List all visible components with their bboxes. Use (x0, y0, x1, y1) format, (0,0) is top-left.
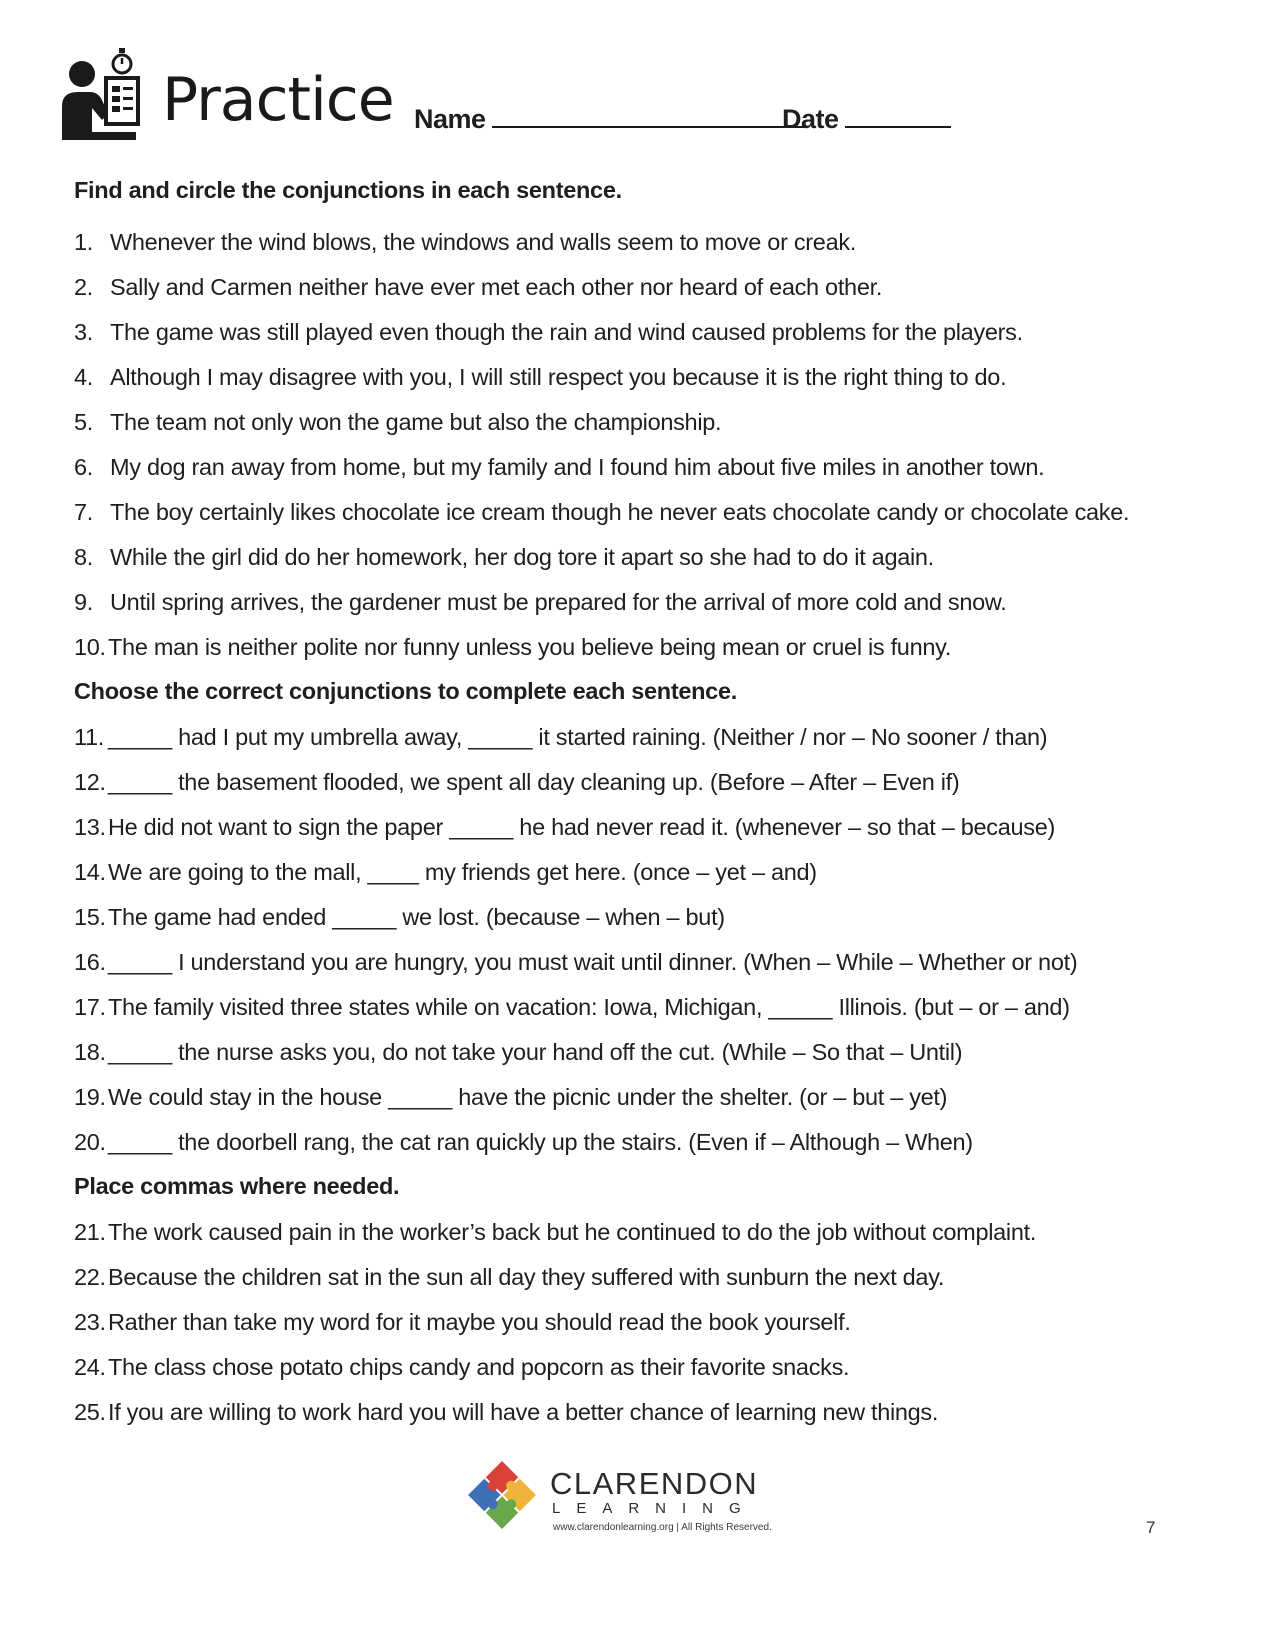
date-field[interactable] (782, 102, 951, 135)
question-text: _____ the doorbell rang, the cat ran quickly up the stairs. (Even if – Although – When) (108, 1129, 973, 1155)
page-title: Practice (162, 65, 394, 135)
question-number: 15. (74, 904, 106, 930)
name-label: Name (414, 104, 486, 134)
question-item (74, 759, 1214, 804)
question-text: Although I may disagree with you, I will still respect you because it is the right thing to do. (110, 364, 1007, 390)
question-number: 14. (74, 859, 106, 885)
question-text: We are going to the mall, ____ my friends get here. (once – yet – and) (108, 859, 817, 885)
question-number: 9. (74, 589, 93, 615)
brand-url: www.clarendonlearning.org | All Rights Reserved. (553, 1522, 772, 1533)
section-heading: Choose the correct conjunctions to complete each sentence. (74, 678, 737, 704)
question-number: 10. (74, 634, 106, 660)
question-item (74, 354, 1214, 399)
worksheet-content (74, 170, 1214, 1434)
question-text: _____ had I put my umbrella away, _____ it started raining. (Neither / nor – No sooner / than) (108, 724, 1048, 750)
question-text: The game was still played even though the rain and wind caused problems for the players. (110, 319, 1023, 345)
question-text: Whenever the wind blows, the windows and walls seem to move or creak. (110, 229, 857, 255)
question-text: He did not want to sign the paper _____ he had never read it. (whenever – so that – because) (108, 814, 1055, 840)
question-text: Until spring arrives, the gardener must be prepared for the arrival of more cold and snow. (110, 589, 1007, 615)
question-item (74, 579, 1214, 624)
question-text: _____ I understand you are hungry, you must wait until dinner. (When – While – Whether or not) (108, 949, 1078, 975)
question-number: 1. (74, 229, 93, 255)
question-number: 20. (74, 1129, 106, 1155)
question-number: 5. (74, 409, 93, 435)
question-text: The boy certainly likes chocolate ice cream though he never eats chocolate candy or chocolate cake. (110, 499, 1130, 525)
question-item (74, 1029, 1214, 1074)
question-number: 2. (74, 274, 93, 300)
question-number: 21. (74, 1219, 106, 1245)
question-number: 12. (74, 769, 106, 795)
question-text: While the girl did do her homework, her dog tore it apart so she had to do it again. (110, 544, 934, 570)
question-item (74, 489, 1214, 534)
question-text: The game had ended _____ we lost. (because – when – but) (108, 904, 725, 930)
question-item (74, 894, 1214, 939)
name-blank-line[interactable] (492, 102, 804, 128)
question-text: The team not only won the game but also the championship. (110, 409, 722, 435)
question-item (74, 534, 1214, 579)
question-item (74, 444, 1214, 489)
question-item (74, 1074, 1214, 1119)
question-text: Sally and Carmen neither have ever met each other nor heard of each other. (110, 274, 883, 300)
question-number: 19. (74, 1084, 106, 1110)
question-text: The class chose potato chips candy and popcorn as their favorite snacks. (108, 1354, 850, 1380)
question-number: 6. (74, 454, 93, 480)
question-item (74, 1119, 1214, 1164)
question-item (74, 984, 1214, 1029)
question-text: The family visited three states while on vacation: Iowa, Michigan, _____ Illinois. (but – or – and) (108, 994, 1070, 1020)
question-item (74, 219, 1214, 264)
page-number: 7 (1146, 1518, 1156, 1537)
section-heading: Find and circle the conjunctions in each sentence. (74, 177, 622, 203)
question-text: We could stay in the house _____ have the picnic under the shelter. (or – but – yet) (108, 1084, 948, 1110)
question-number: 11. (74, 724, 105, 750)
question-number: 18. (74, 1039, 106, 1065)
question-text: Because the children sat in the sun all day they suffered with sunburn the next day. (108, 1264, 945, 1290)
question-item (74, 1344, 1214, 1389)
question-text: _____ the basement flooded, we spent all day cleaning up. (Before – After – Even if) (108, 769, 960, 795)
question-number: 22. (74, 1264, 106, 1290)
page-header (62, 44, 1022, 144)
question-number: 7. (74, 499, 93, 525)
question-number: 24. (74, 1354, 106, 1380)
date-label: Date (782, 104, 839, 134)
brand-name: CLARENDON (550, 1466, 759, 1501)
question-text: My dog ran away from home, but my family and I found him about five miles in another town. (110, 454, 1045, 480)
question-item (74, 1389, 1214, 1434)
question-item (74, 264, 1214, 309)
question-item (74, 804, 1214, 849)
teacher-with-worksheet-icon (62, 44, 146, 144)
question-number: 16. (74, 949, 106, 975)
puzzle-pieces-logo (462, 1455, 542, 1535)
question-item (74, 1209, 1214, 1254)
question-item (74, 849, 1214, 894)
question-text: The man is neither polite nor funny unless you believe being mean or cruel is funny. (108, 634, 952, 660)
question-item (74, 939, 1214, 984)
question-item (74, 1254, 1214, 1299)
section-heading: Place commas where needed. (74, 1173, 400, 1199)
question-number: 13. (74, 814, 106, 840)
question-number: 23. (74, 1309, 106, 1335)
question-text: _____ the nurse asks you, do not take your hand off the cut. (While – So that – Until) (108, 1039, 963, 1065)
question-number: 3. (74, 319, 93, 345)
question-number: 17. (74, 994, 106, 1020)
question-item (74, 1299, 1214, 1344)
brand-subtitle: LEARNING (552, 1500, 757, 1517)
question-item (74, 309, 1214, 354)
question-item (74, 399, 1214, 444)
question-text: Rather than take my word for it maybe you should read the book yourself. (108, 1309, 851, 1335)
name-field[interactable] (414, 102, 804, 135)
question-text: If you are willing to work hard you will have a better chance of learning new things. (108, 1399, 939, 1425)
question-item (74, 624, 1214, 669)
question-text: The work caused pain in the worker’s back but he continued to do the job without complaint. (108, 1219, 1037, 1245)
question-item (74, 714, 1214, 759)
question-number: 25. (74, 1399, 106, 1425)
question-number: 8. (74, 544, 93, 570)
question-number: 4. (74, 364, 93, 390)
date-blank-line[interactable] (845, 102, 951, 128)
